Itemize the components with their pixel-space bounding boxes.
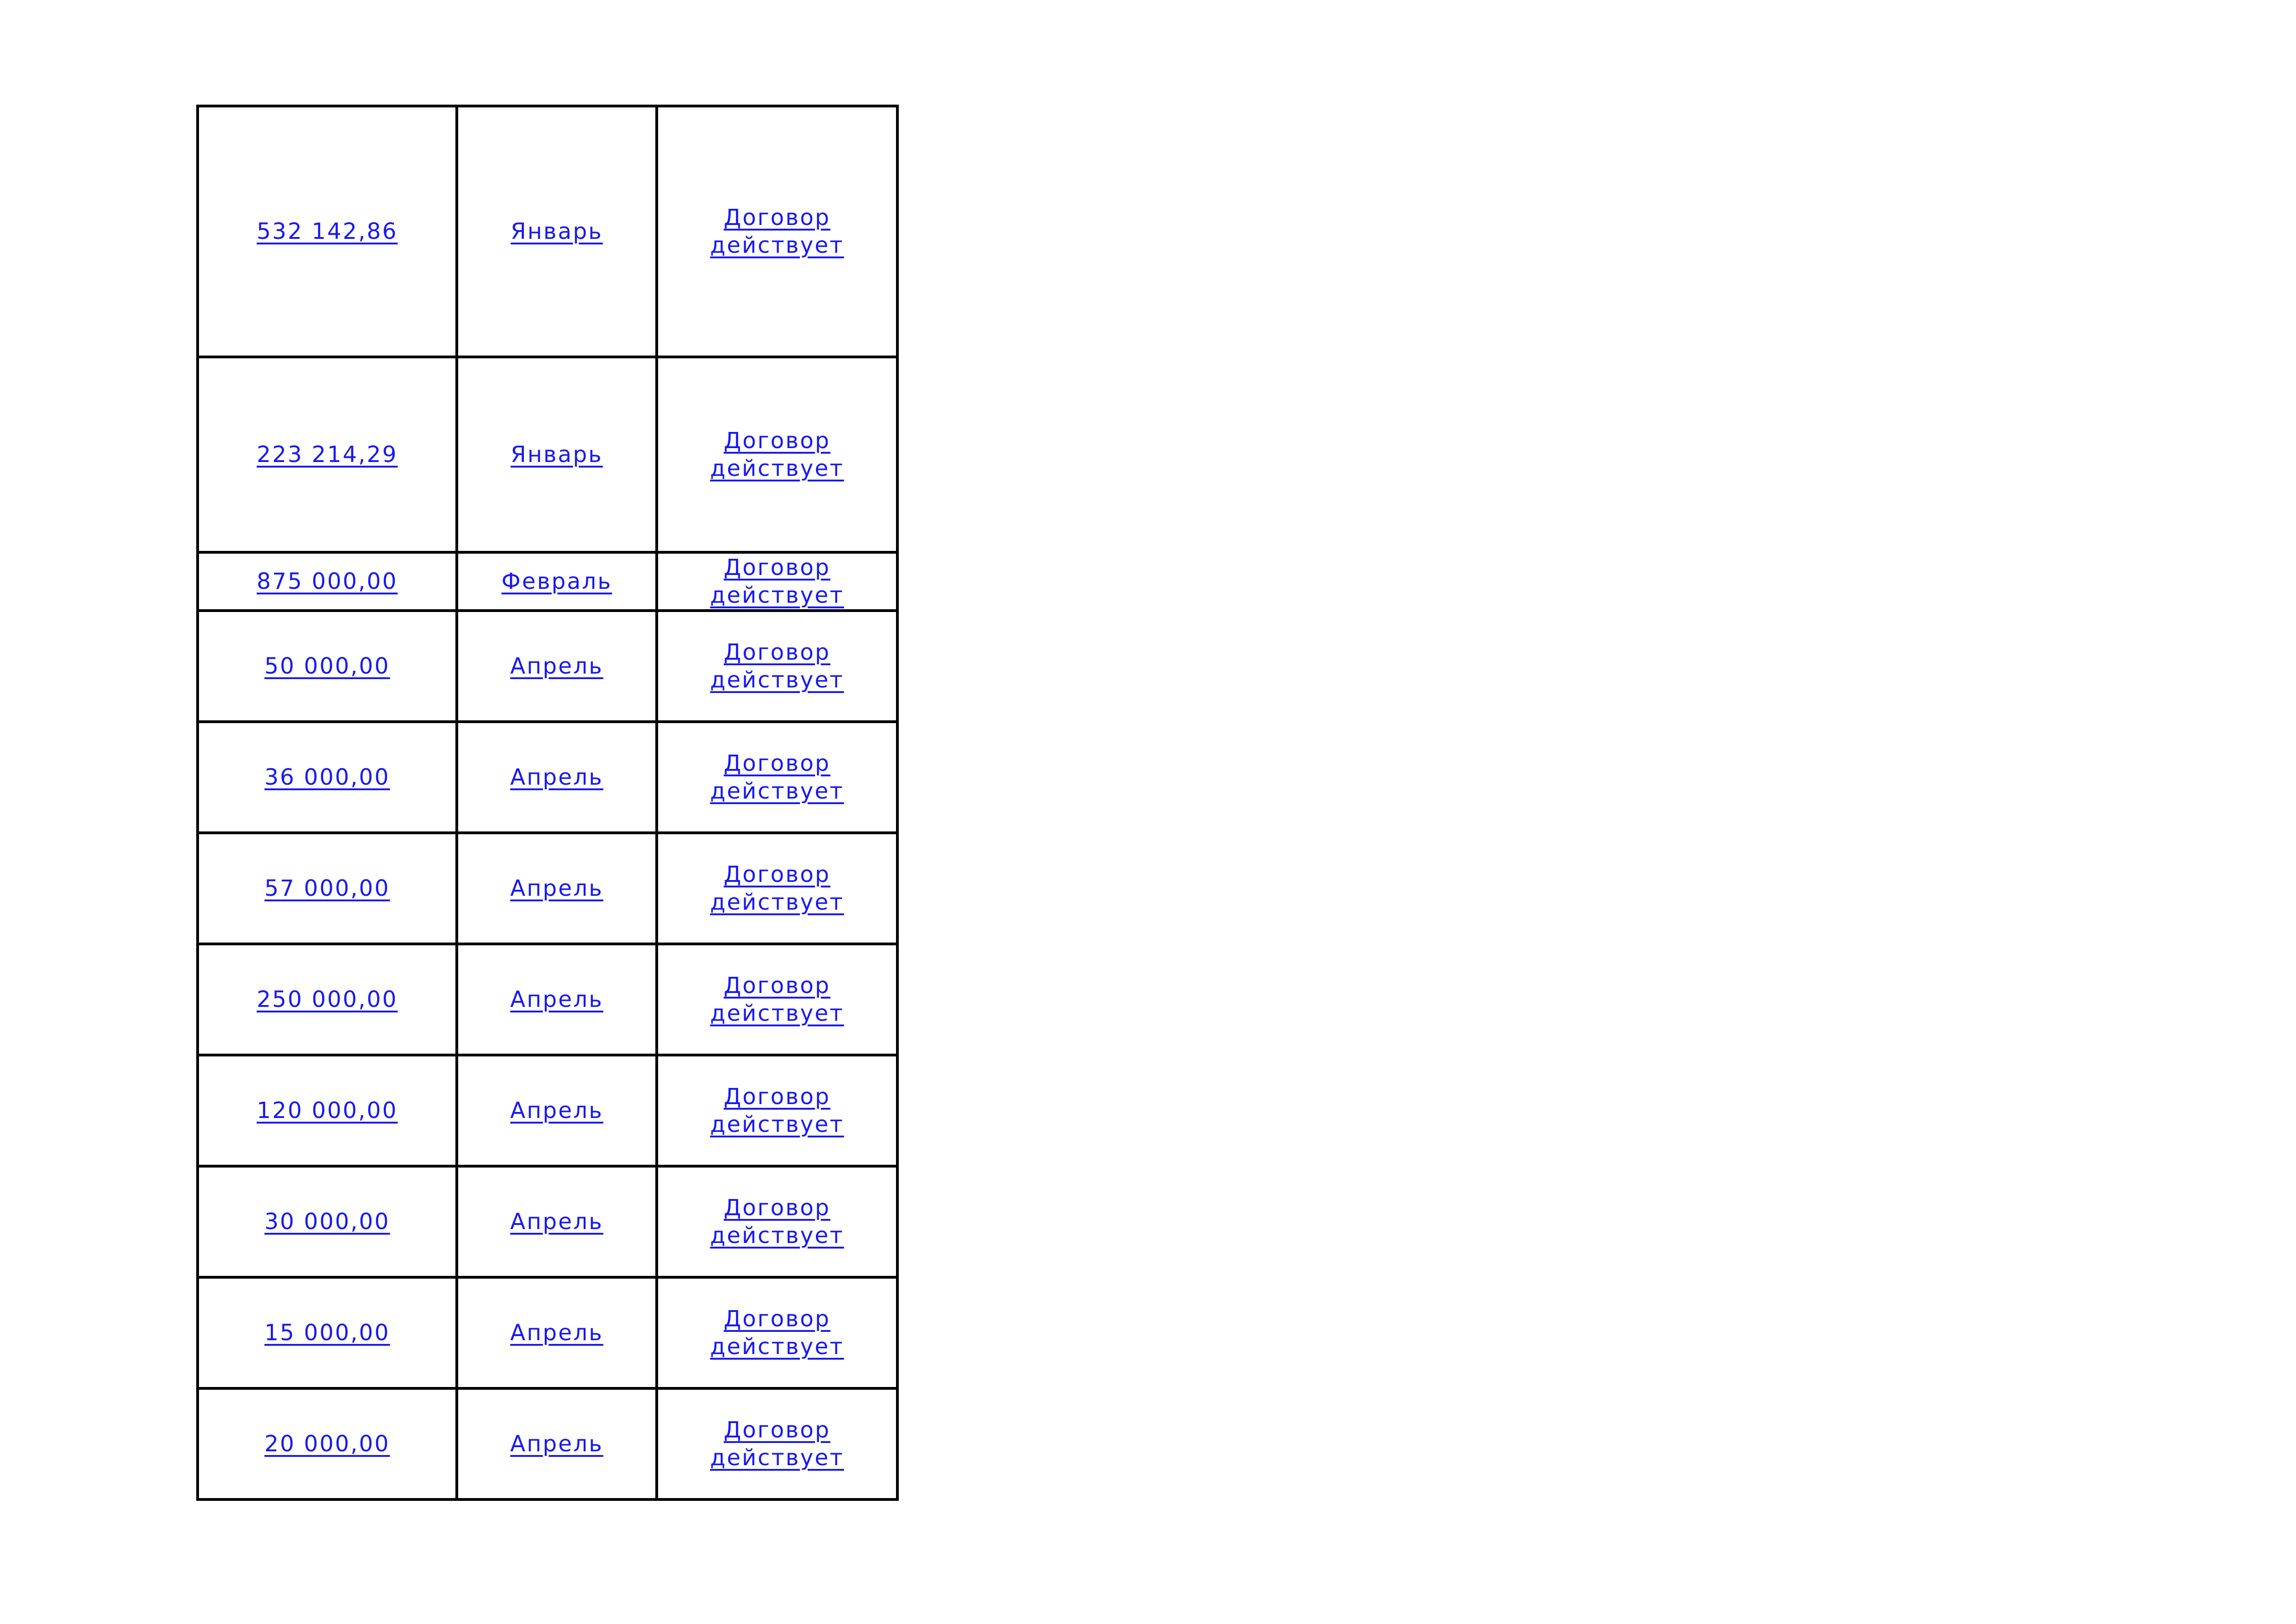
status-link[interactable]: Договор действует <box>710 428 844 481</box>
month-link[interactable]: Апрель <box>510 1209 604 1235</box>
month-link[interactable]: Апрель <box>510 1320 604 1346</box>
amount-link[interactable]: 223 214,29 <box>256 442 398 468</box>
amount-link[interactable]: 532 142,86 <box>256 219 398 244</box>
month-cell <box>457 1277 657 1388</box>
month-cell <box>457 552 657 611</box>
amount-cell <box>198 106 457 357</box>
table-row <box>198 106 897 357</box>
table-row <box>198 357 897 552</box>
amount-link[interactable]: 15 000,00 <box>264 1320 390 1346</box>
amount-cell <box>198 1166 457 1277</box>
amount-cell <box>198 611 457 722</box>
amount-link[interactable]: 50 000,00 <box>264 653 390 679</box>
amount-link[interactable]: 57 000,00 <box>264 875 390 901</box>
amount-cell <box>198 552 457 611</box>
status-cell <box>657 833 897 944</box>
status-cell <box>657 1055 897 1166</box>
table-row <box>198 1055 897 1166</box>
table-row <box>198 944 897 1055</box>
table-row <box>198 833 897 944</box>
status-cell <box>657 552 897 611</box>
month-cell <box>457 944 657 1055</box>
month-link[interactable]: Апрель <box>510 764 604 790</box>
status-cell <box>657 722 897 833</box>
month-link[interactable]: Апрель <box>510 1098 604 1124</box>
month-cell <box>457 611 657 722</box>
month-cell <box>457 357 657 552</box>
month-link[interactable]: Апрель <box>510 875 604 901</box>
month-cell <box>457 1055 657 1166</box>
table-row <box>198 1388 897 1499</box>
amount-link[interactable]: 250 000,00 <box>256 987 398 1012</box>
amount-cell <box>198 1388 457 1499</box>
status-link[interactable]: Договор действует <box>710 1195 844 1249</box>
month-link[interactable]: Апрель <box>510 987 604 1012</box>
status-link[interactable]: Договор действует <box>710 1417 844 1471</box>
table-row <box>198 1166 897 1277</box>
month-link[interactable]: Февраль <box>501 568 612 594</box>
status-link[interactable]: Договор действует <box>710 639 844 693</box>
month-cell <box>457 1388 657 1499</box>
status-link[interactable]: Договор действует <box>710 862 844 915</box>
amount-link[interactable]: 30 000,00 <box>264 1209 390 1235</box>
month-link[interactable]: Январь <box>510 219 603 244</box>
month-cell <box>457 1166 657 1277</box>
amount-cell <box>198 944 457 1055</box>
amount-link[interactable]: 120 000,00 <box>256 1098 398 1124</box>
amount-cell <box>198 833 457 944</box>
amount-link[interactable]: 875 000,00 <box>256 568 398 594</box>
month-cell <box>457 106 657 357</box>
month-link[interactable]: Январь <box>510 442 603 468</box>
table-row <box>198 722 897 833</box>
table-row <box>198 611 897 722</box>
status-link[interactable]: Договор действует <box>710 750 844 804</box>
status-cell <box>657 944 897 1055</box>
status-link[interactable]: Договор действует <box>710 973 844 1026</box>
amount-link[interactable]: 36 000,00 <box>264 764 390 790</box>
table-row <box>198 552 897 611</box>
status-cell <box>657 106 897 357</box>
contracts-table <box>196 105 899 1501</box>
status-link[interactable]: Договор действует <box>710 555 844 608</box>
table-row <box>198 1277 897 1388</box>
month-link[interactable]: Апрель <box>510 1431 604 1457</box>
status-link[interactable]: Договор действует <box>710 205 844 258</box>
status-cell <box>657 1277 897 1388</box>
month-link[interactable]: Апрель <box>510 653 604 679</box>
amount-cell <box>198 1055 457 1166</box>
month-cell <box>457 833 657 944</box>
amount-cell <box>198 722 457 833</box>
status-cell <box>657 1388 897 1499</box>
status-link[interactable]: Договор действует <box>710 1306 844 1360</box>
status-cell <box>657 357 897 552</box>
month-cell <box>457 722 657 833</box>
amount-cell <box>198 1277 457 1388</box>
status-link[interactable]: Договор действует <box>710 1084 844 1137</box>
status-cell <box>657 1166 897 1277</box>
amount-link[interactable]: 20 000,00 <box>264 1431 390 1457</box>
status-cell <box>657 611 897 722</box>
amount-cell <box>198 357 457 552</box>
